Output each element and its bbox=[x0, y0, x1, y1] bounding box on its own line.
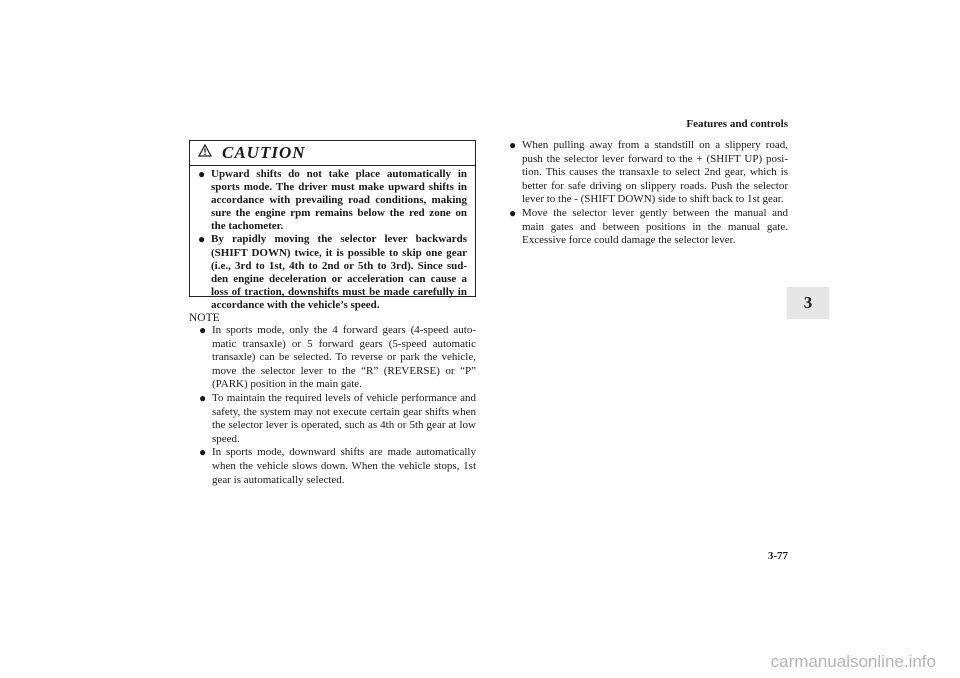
caution-header bbox=[190, 141, 475, 166]
note-item bbox=[199, 446, 476, 487]
note-item-text: In sports mode, downward shifts are made automatically when the vehicle slows down. When the vehicle stops, 1st gear is automatically selected. bbox=[212, 446, 476, 486]
warning-triangle-icon bbox=[198, 144, 212, 162]
note-label: NOTE bbox=[189, 312, 220, 324]
caution-item-text: By rapidly moving the selector lever backwards (SHIFT DOWN) twice, it is possible to skip one gear (i.e., 3rd to 1st, 4th to 2nd or 5th to 3rd). Since sud-den engine deceleration or acceleration can cause a loss of traction, downshifts must be made carefully in accordance with the vehicle’s speed. bbox=[211, 233, 467, 311]
note-item bbox=[199, 324, 476, 392]
note-item bbox=[199, 392, 476, 446]
caution-item bbox=[198, 233, 467, 312]
chapter-tab: 3 bbox=[787, 287, 829, 319]
caution-body bbox=[190, 166, 475, 312]
note-item-text: In sports mode, only the 4 forward gears (4-speed auto-matic transaxle) or 5 forward gears (5-speed automatic transaxle) can be selected. To reverse or park the vehicle, move the selector lever to the “R” (REVERSE) or “P” (PARK) position in the main gate. bbox=[212, 324, 476, 391]
bullet-icon: ● bbox=[509, 205, 517, 220]
watermark-url: carmanualsonline.info bbox=[770, 652, 936, 671]
bullet-icon: ● bbox=[199, 390, 207, 405]
caution-item bbox=[198, 168, 467, 233]
right-column-item-text: When pulling away from a standstill on a slippery road, push the selector lever forward to the + (SHIFT UP) posi-tion. This causes the transaxle to select 2nd gear, which is better for safe driving on slippery roads. Push the selector lever to the - (SHIFT DOWN) side to shift back to 1st gear. bbox=[522, 139, 788, 206]
bullet-icon: ● bbox=[199, 445, 207, 460]
page-number: 3-77 bbox=[767, 550, 788, 562]
caution-title: CAUTION bbox=[222, 143, 306, 162]
bullet-icon: ● bbox=[199, 323, 207, 337]
header-title: Features and controls bbox=[686, 118, 788, 130]
right-column bbox=[509, 139, 788, 248]
bullet-icon: ● bbox=[198, 167, 206, 181]
bullet-icon: ● bbox=[198, 232, 206, 247]
right-column-item-text: Move the selector lever gently between the manual and main gates and between positions in the manual gate. Excessive force could damage the selector lever. bbox=[522, 206, 788, 247]
right-column-item bbox=[509, 207, 788, 248]
bullet-icon: ● bbox=[509, 138, 517, 152]
caution-box bbox=[189, 140, 476, 311]
caution-item-text: Upward shifts do not take place automatically in sports mode. The driver must make upward shifts in accordance with prevailing road conditions, making sure the engine rpm remains below the red zone on the tachometer. bbox=[211, 168, 467, 233]
note-list bbox=[199, 324, 476, 487]
note-item-text: To maintain the required levels of vehicle performance and safety, the system may not execute certain gear shifts when the selector lever is operated, such as 4th or 5th gear at low speed. bbox=[212, 391, 476, 445]
right-column-item bbox=[509, 139, 788, 207]
